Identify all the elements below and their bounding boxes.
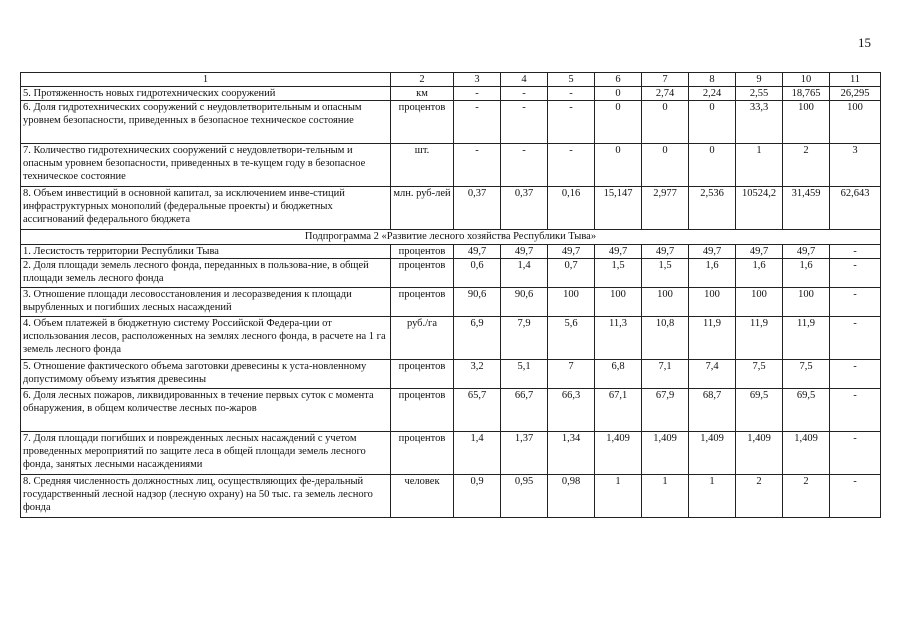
header-cell: 9 [736, 73, 783, 87]
table-row [21, 360, 881, 389]
indicator-value: 65,7 [454, 389, 501, 432]
indicator-value: 2,24 [689, 87, 736, 101]
indicator-unit: процентов [391, 101, 454, 144]
header-cell: 4 [501, 73, 548, 87]
indicator-value: 11,9 [736, 317, 783, 360]
indicator-value: 0,37 [454, 187, 501, 230]
section-title: Подпрограмма 2 «Развитие лесного хозяйства Республики Тыва» [21, 230, 881, 245]
indicator-value: - [830, 245, 881, 259]
indicator-unit: процентов [391, 288, 454, 317]
indicator-unit: процентов [391, 432, 454, 475]
indicator-value: 1,409 [642, 432, 689, 475]
indicator-value: 0 [642, 144, 689, 187]
indicator-value: 0 [642, 101, 689, 144]
indicator-name: 5. Протяженность новых гидротехнических сооружений [21, 87, 391, 101]
indicator-value: 0,37 [501, 187, 548, 230]
indicator-value: 69,5 [736, 389, 783, 432]
indicator-value: 18,765 [783, 87, 830, 101]
header-cell: 1 [21, 73, 391, 87]
indicator-value: 6,9 [454, 317, 501, 360]
header-cell: 8 [689, 73, 736, 87]
indicator-unit: процентов [391, 259, 454, 288]
indicator-unit: процентов [391, 360, 454, 389]
table-row [21, 317, 881, 360]
indicator-value: 100 [783, 101, 830, 144]
indicator-value: - [830, 360, 881, 389]
indicator-value: 7,4 [689, 360, 736, 389]
page-number: 15 [858, 35, 871, 50]
indicator-value: 5,1 [501, 360, 548, 389]
indicator-value: - [830, 389, 881, 432]
indicator-value: 62,643 [830, 187, 881, 230]
indicator-value: 15,147 [595, 187, 642, 230]
indicator-value: 7,9 [501, 317, 548, 360]
indicator-value: 1,409 [595, 432, 642, 475]
indicator-value: 66,3 [548, 389, 595, 432]
table-row [21, 475, 881, 518]
indicator-value: 26,295 [830, 87, 881, 101]
indicator-value: 1,6 [689, 259, 736, 288]
indicator-name: 6. Доля лесных пожаров, ликвидированных в течение первых суток с момента обнаружения, в общем количестве лесных по-жаров [21, 389, 391, 432]
indicator-value: 10,8 [642, 317, 689, 360]
header-cell: 7 [642, 73, 689, 87]
indicator-unit: шт. [391, 144, 454, 187]
table-row [21, 389, 881, 432]
indicator-value: 49,7 [689, 245, 736, 259]
indicator-value: - [501, 87, 548, 101]
indicator-unit: руб./га [391, 317, 454, 360]
table-row [21, 259, 881, 288]
indicator-name: 3. Отношение площади лесовосстановления и лесоразведения к площади вырубленных и погибших лесных насаждений [21, 288, 391, 317]
indicator-name: 6. Доля гидротехнических сооружений с неудовлетворительным и опасным уровнем безопасности, приведенных в безопасное техническое состояние [21, 101, 391, 144]
indicator-value: - [454, 101, 501, 144]
indicator-value: 0 [689, 144, 736, 187]
table-header-row [21, 73, 881, 87]
indicator-value: - [830, 432, 881, 475]
indicator-value: - [830, 288, 881, 317]
indicator-value: 5,6 [548, 317, 595, 360]
indicator-value: 1 [736, 144, 783, 187]
header-cell: 10 [783, 73, 830, 87]
indicator-name: 1. Лесистость территории Республики Тыва [21, 245, 391, 259]
indicator-name: 7. Доля площади погибших и поврежденных лесных насаждений с учетом проведенных мероприятий по защите леса в общей площади земель лесного фонда, занятых лесными насаждениями [21, 432, 391, 475]
indicator-value: - [830, 259, 881, 288]
indicator-value: 7,5 [736, 360, 783, 389]
indicator-value: 11,9 [689, 317, 736, 360]
indicator-value: 2,74 [642, 87, 689, 101]
indicator-value: 66,7 [501, 389, 548, 432]
indicator-value: 0 [595, 87, 642, 101]
indicator-name: 7. Количество гидротехнических сооружений с неудовлетвори-тельным и опасным уровнем безопасности, приведенных в те-кущем году в безопасное техническое состояние [21, 144, 391, 187]
indicator-value: 0 [689, 101, 736, 144]
section-row [21, 230, 881, 245]
indicator-value: 100 [689, 288, 736, 317]
indicator-value: 49,7 [454, 245, 501, 259]
indicator-value: 1 [689, 475, 736, 518]
indicator-value: 1,5 [642, 259, 689, 288]
table-row [21, 87, 881, 101]
indicator-unit: км [391, 87, 454, 101]
indicator-value: 1,4 [501, 259, 548, 288]
indicator-value: 1,6 [736, 259, 783, 288]
indicator-value: 31,459 [783, 187, 830, 230]
indicator-value: 0,16 [548, 187, 595, 230]
indicator-name: 8. Объем инвестиций в основной капитал, за исключением инве-стиций инфраструктурных монополий (федеральные проекты) и бюджетных ассигнований федерального бюджета [21, 187, 391, 230]
indicator-value: 0,95 [501, 475, 548, 518]
indicator-value: 1,34 [548, 432, 595, 475]
indicator-value: 100 [595, 288, 642, 317]
indicator-value: 7,1 [642, 360, 689, 389]
header-cell: 2 [391, 73, 454, 87]
indicator-value: 69,5 [783, 389, 830, 432]
indicator-value: 1,409 [736, 432, 783, 475]
indicator-value: 1 [642, 475, 689, 518]
indicator-name: 8. Средняя численность должностных лиц, осуществляющих фе-деральный государственный лесной надзор (лесную охрану) на 50 тыс. га земель лесного фонда [21, 475, 391, 518]
indicator-value: 49,7 [595, 245, 642, 259]
indicator-value: 1,409 [783, 432, 830, 475]
indicator-value: 0,6 [454, 259, 501, 288]
header-cell: 11 [830, 73, 881, 87]
indicator-value: 3,2 [454, 360, 501, 389]
header-cell: 5 [548, 73, 595, 87]
indicator-value: 100 [783, 288, 830, 317]
indicator-value: 100 [642, 288, 689, 317]
header-cell: 3 [454, 73, 501, 87]
indicator-value: 1,37 [501, 432, 548, 475]
indicator-unit: процентов [391, 245, 454, 259]
indicator-unit: человек [391, 475, 454, 518]
indicator-value: 100 [736, 288, 783, 317]
indicator-value: 0,7 [548, 259, 595, 288]
indicator-value: 0,9 [454, 475, 501, 518]
table-row [21, 101, 881, 144]
indicator-value: 11,3 [595, 317, 642, 360]
indicator-value: 2 [736, 475, 783, 518]
indicator-value: 0,98 [548, 475, 595, 518]
indicator-value: 6,8 [595, 360, 642, 389]
indicator-value: - [548, 144, 595, 187]
indicator-value: 0 [595, 101, 642, 144]
indicator-value: 1,5 [595, 259, 642, 288]
indicator-value: 49,7 [548, 245, 595, 259]
indicator-value: 2,55 [736, 87, 783, 101]
indicator-value: 2 [783, 144, 830, 187]
indicator-name: 2. Доля площади земель лесного фонда, переданных в пользова-ние, в общей площади земель лесного фонда [21, 259, 391, 288]
indicator-value: 2 [783, 475, 830, 518]
indicator-value: 100 [830, 101, 881, 144]
indicator-value: 2,977 [642, 187, 689, 230]
indicator-value: 100 [548, 288, 595, 317]
indicator-value: 1 [595, 475, 642, 518]
indicator-value: 49,7 [783, 245, 830, 259]
indicator-value: - [548, 101, 595, 144]
indicator-value: 67,9 [642, 389, 689, 432]
table-row [21, 288, 881, 317]
indicator-value: 0 [595, 144, 642, 187]
indicator-value: - [830, 475, 881, 518]
indicator-value: 49,7 [501, 245, 548, 259]
indicator-value: 3 [830, 144, 881, 187]
indicator-value: 49,7 [736, 245, 783, 259]
indicator-value: 49,7 [642, 245, 689, 259]
indicator-value: 7 [548, 360, 595, 389]
table-row [21, 245, 881, 259]
indicator-value: - [501, 101, 548, 144]
indicator-unit: процентов [391, 389, 454, 432]
indicator-value: - [454, 144, 501, 187]
indicator-value: - [548, 87, 595, 101]
indicator-value: 1,4 [454, 432, 501, 475]
indicator-name: 5. Отношение фактического объема заготовки древесины к уста-новленному допустимому объему изъятия древесины [21, 360, 391, 389]
indicator-value: 90,6 [454, 288, 501, 317]
indicator-value: 10524,2 [736, 187, 783, 230]
indicator-value: 2,536 [689, 187, 736, 230]
table-row [21, 432, 881, 475]
indicator-value: - [454, 87, 501, 101]
indicator-value: 33,3 [736, 101, 783, 144]
indicator-value: 90,6 [501, 288, 548, 317]
indicator-value: 68,7 [689, 389, 736, 432]
indicator-name: 4. Объем платежей в бюджетную систему Российской Федера-ции от использования лесов, расположенных на землях лесного фонда, в расчете на 1 га земель лесного фонда [21, 317, 391, 360]
indicator-unit: млн. руб-лей [391, 187, 454, 230]
indicator-value: 7,5 [783, 360, 830, 389]
indicator-value: 1,6 [783, 259, 830, 288]
indicator-value: - [501, 144, 548, 187]
indicators-table [20, 72, 881, 518]
indicator-value: 67,1 [595, 389, 642, 432]
header-cell: 6 [595, 73, 642, 87]
indicator-value: 11,9 [783, 317, 830, 360]
table-row [21, 187, 881, 230]
indicator-value: - [830, 317, 881, 360]
indicator-value: 1,409 [689, 432, 736, 475]
table-row [21, 144, 881, 187]
